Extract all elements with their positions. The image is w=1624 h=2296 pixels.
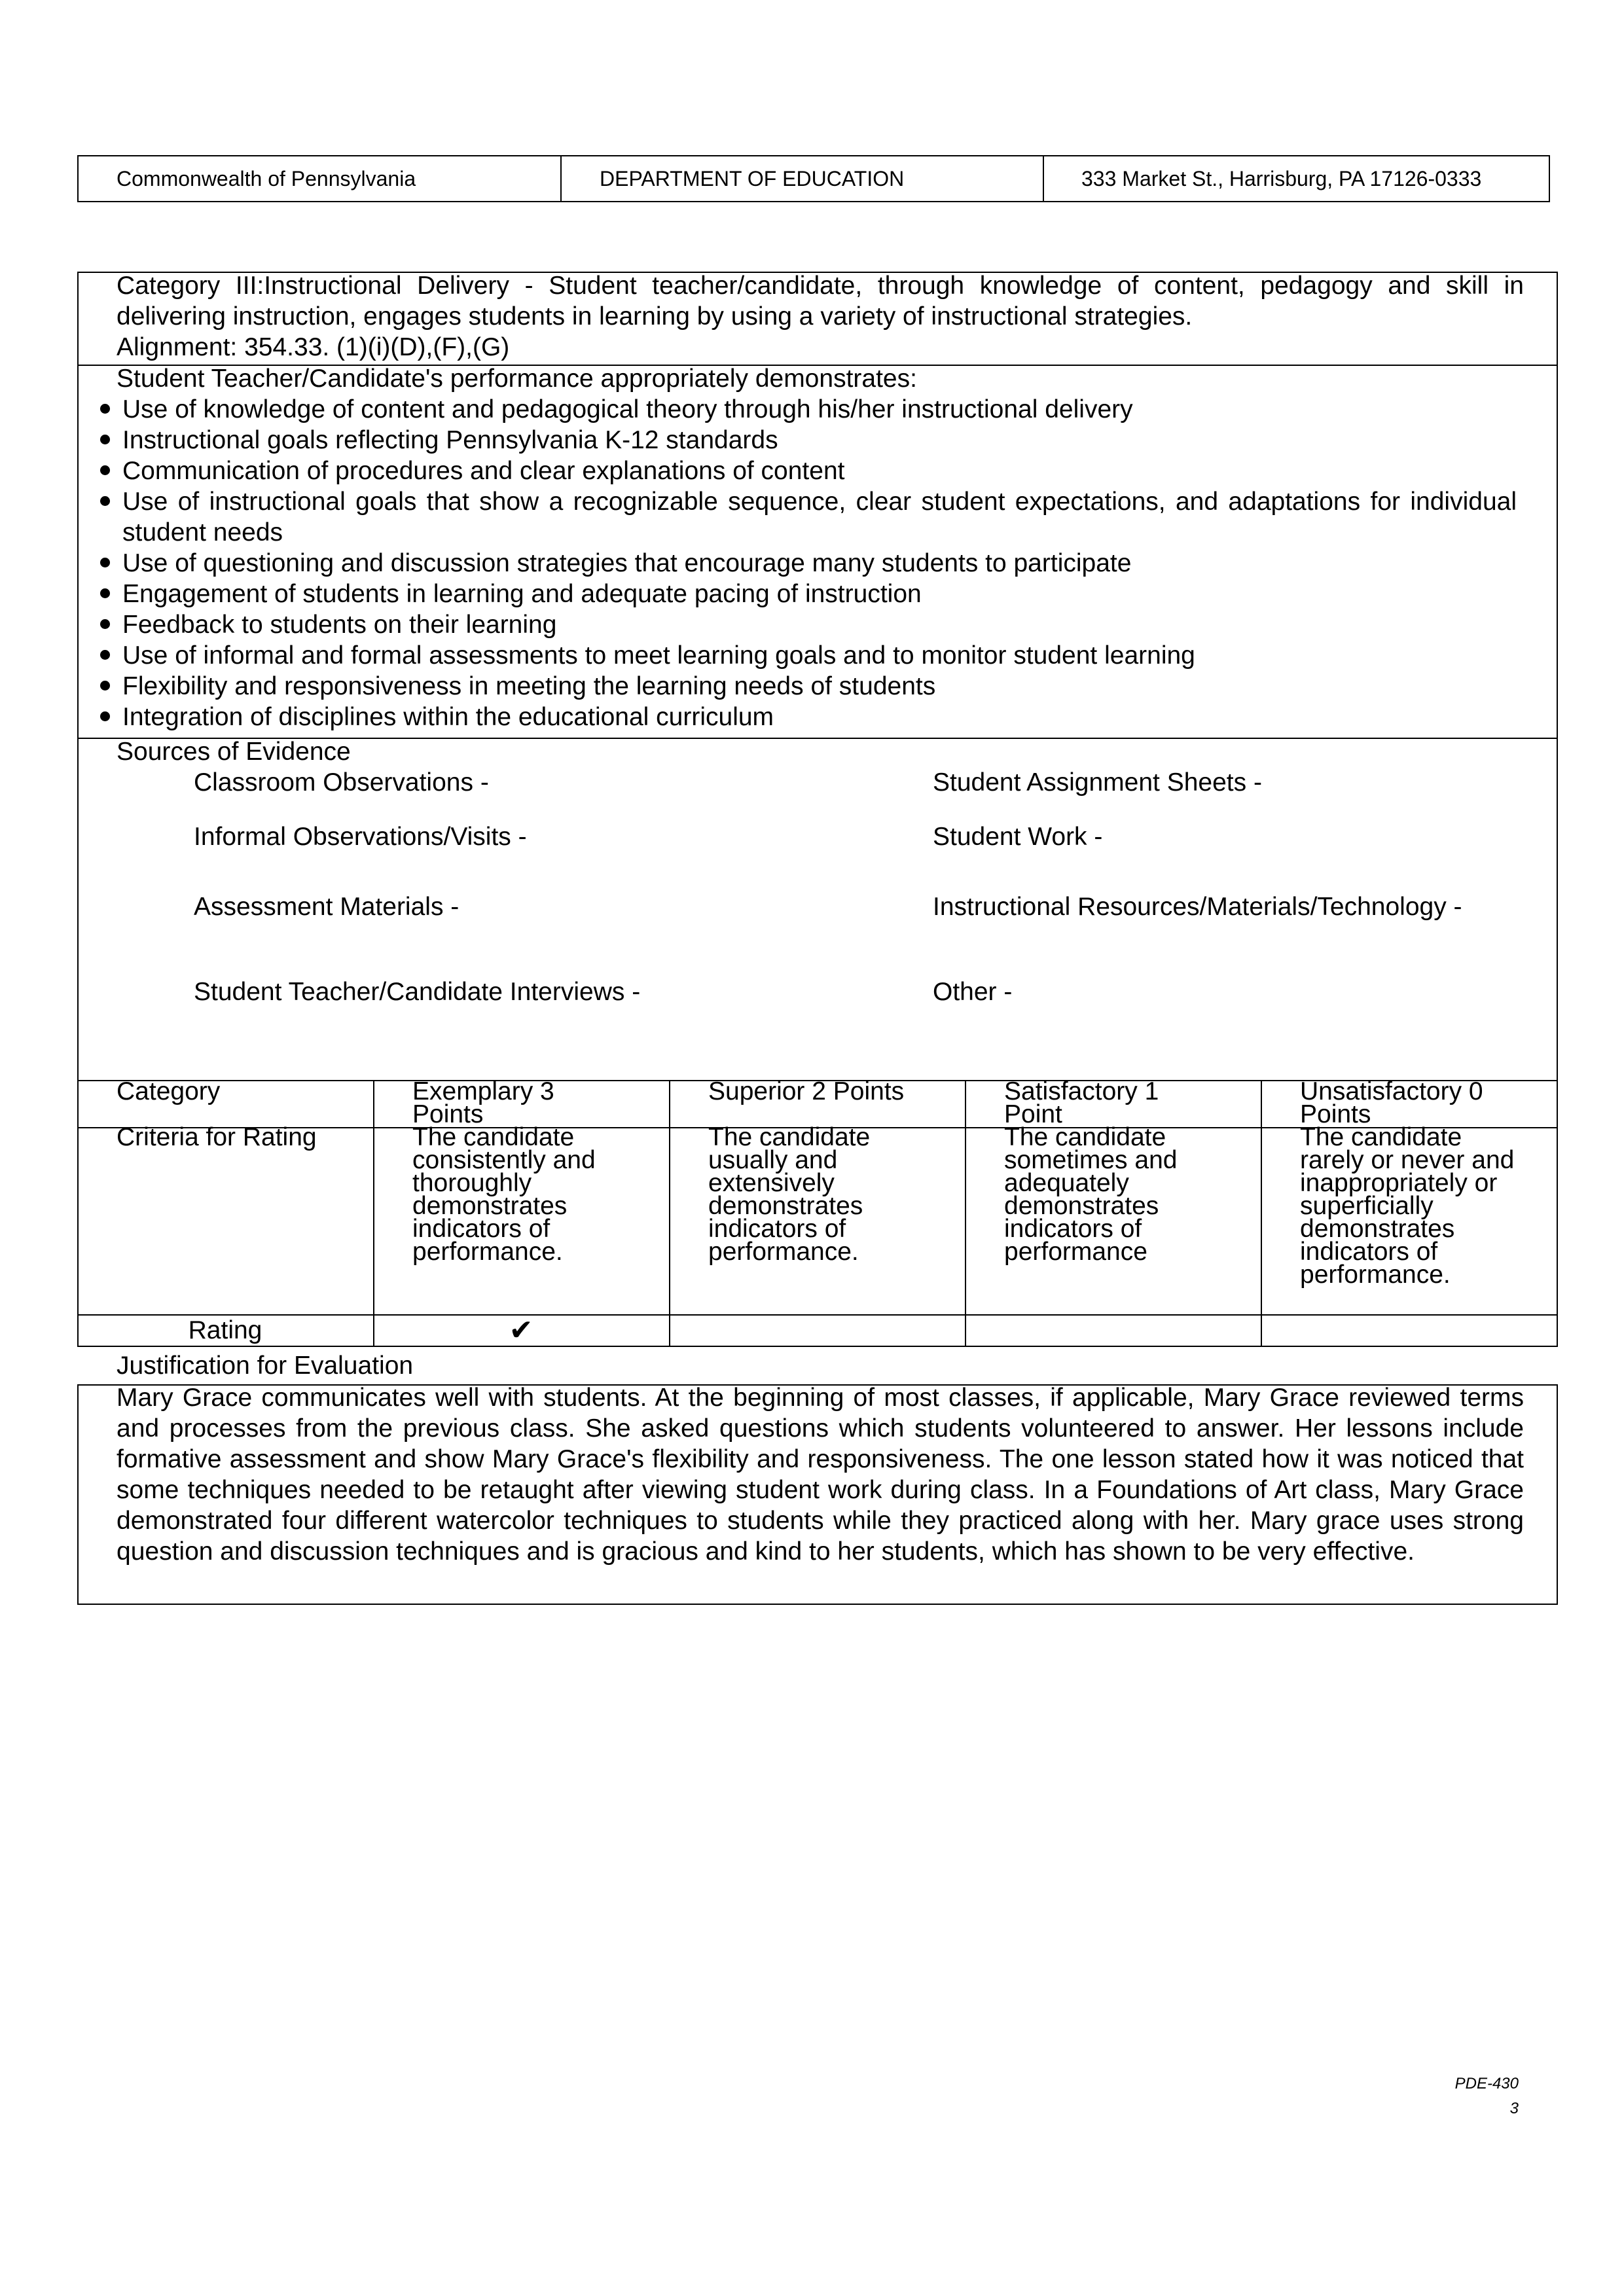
bullet-icon [100,496,110,506]
category-alignment: Alignment: 354.33. (1)(i)(D),(F),(G) [117,333,510,361]
performance-item: Use of knowledge of content and pedagogical theory through his/her instructional delivery [96,394,1517,425]
performance-item: Use of instructional goals that show a recognizable sequence, clear student expectations, and adaptations for individual student needs [96,486,1517,548]
evidence-classroom-observations: Classroom Observations - [194,768,489,797]
bullet-icon [100,558,110,567]
rubric-criteria-superior: The candidate usually and extensively demonstrates indicators of performance. [708,1123,871,1266]
header-address: 333 Market St., Harrisburg, PA 17126-0333 [1081,167,1482,190]
rubric-rating-label: Rating [188,1316,262,1344]
header-department: DEPARTMENT OF EDUCATION [600,167,905,190]
evidence-other: Other - [933,978,1013,1006]
performance-item: Use of questioning and discussion strategies that encourage many students to participate [96,548,1517,579]
performance-item: Communication of procedures and clear explanations of content [96,456,1517,486]
evidence-informal-observations: Informal Observations/Visits - [194,823,527,851]
performance-item: Flexibility and responsiveness in meeting the learning needs of students [96,671,1517,702]
justification-heading: Justification for Evaluation [117,1352,414,1380]
form-id: PDE-430 [1454,2075,1519,2092]
performance-item: Instructional goals reflecting Pennsylvania K-12 standards [96,425,1517,456]
evidence-student-work: Student Work - [933,823,1103,851]
header-agency: Commonwealth of Pennsylvania [117,167,416,190]
justification-text: Mary Grace communicates well with students. At the beginning of most classes, if applicable, Mary Grace reviewed terms and processes from the previous class. She asked questions which students volunteered to answer. Her lessons include formative assessment and show Mary Grace's flexibility and responsiveness. The one lesson stated how it was noticed that some techniques needed to be retaught after viewing student work during class. In a Foundations of Art class, Mary Grace demonstrated four different watercolor techniques to students while they practiced along with her. Mary grace uses strong question and discussion techniques and is gracious and kind to her students, which has shown to be very effective. [117,1384,1524,1566]
performance-item: Integration of disciplines within the educational curriculum [96,702,1517,732]
rubric-col-divider [1261,1080,1262,1347]
rating-check-icon: ✔ [509,1314,533,1347]
page-number: 3 [1509,2100,1519,2117]
evidence-assignment-sheets: Student Assignment Sheets - [933,768,1262,797]
bullet-icon [100,681,110,691]
rubric-criteria-label: Criteria for Rating [117,1123,317,1151]
evidence-instructional-resources: Instructional Resources/Materials/Technology - [933,893,1462,921]
rubric-header-satisfactory: Satisfactory 1 Point [1004,1077,1159,1128]
rubric-header-superior: Superior 2 Points [708,1077,905,1105]
rubric-col-divider [669,1080,670,1347]
evidence-heading: Sources of Evidence [117,738,351,766]
performance-intro: Student Teacher/Candidate's performance appropriately demonstrates: [117,365,917,393]
rubric-header-exemplary: Exemplary 3 Points [412,1077,554,1128]
performance-item: Use of informal and formal assessments to meet learning goals and to monitor student learning [96,640,1517,671]
rubric-col-divider [373,1080,374,1347]
header-divider [560,155,562,202]
evidence-candidate-interviews: Student Teacher/Candidate Interviews - [194,978,641,1006]
bullet-icon [100,465,110,475]
rubric-criteria-satisfactory: The candidate sometimes and adequately demonstrates indicators of performance [1004,1123,1178,1266]
bullet-icon [100,619,110,629]
rubric-col-divider [965,1080,966,1347]
bullet-icon [100,435,110,444]
bullet-icon [100,711,110,721]
category-title: Category III:Instructional Delivery - Student teacher/candidate, through knowledge of content, pedagogy and skill in delivering instruction, engages students in learning by using a variety of instructional strategies. [117,272,1524,331]
rubric-criteria-exemplary: The candidate consistently and thoroughly demonstrates indicators of performance. [412,1123,596,1266]
rubric-criteria-unsatisfactory: The candidate rarely or never and inappropriately or superficially demonstrates indicators of performance. [1300,1123,1515,1289]
bullet-icon [100,650,110,660]
rubric-header-category: Category [117,1077,221,1105]
rubric-header-unsatisfactory: Unsatisfactory 0 Points [1300,1077,1483,1128]
evidence-assessment-materials: Assessment Materials - [194,893,460,921]
header-divider [1043,155,1044,202]
performance-item: Engagement of students in learning and adequate pacing of instruction [96,579,1517,609]
performance-item: Feedback to students on their learning [96,609,1517,640]
bullet-icon [100,588,110,598]
bullet-icon [100,404,110,414]
